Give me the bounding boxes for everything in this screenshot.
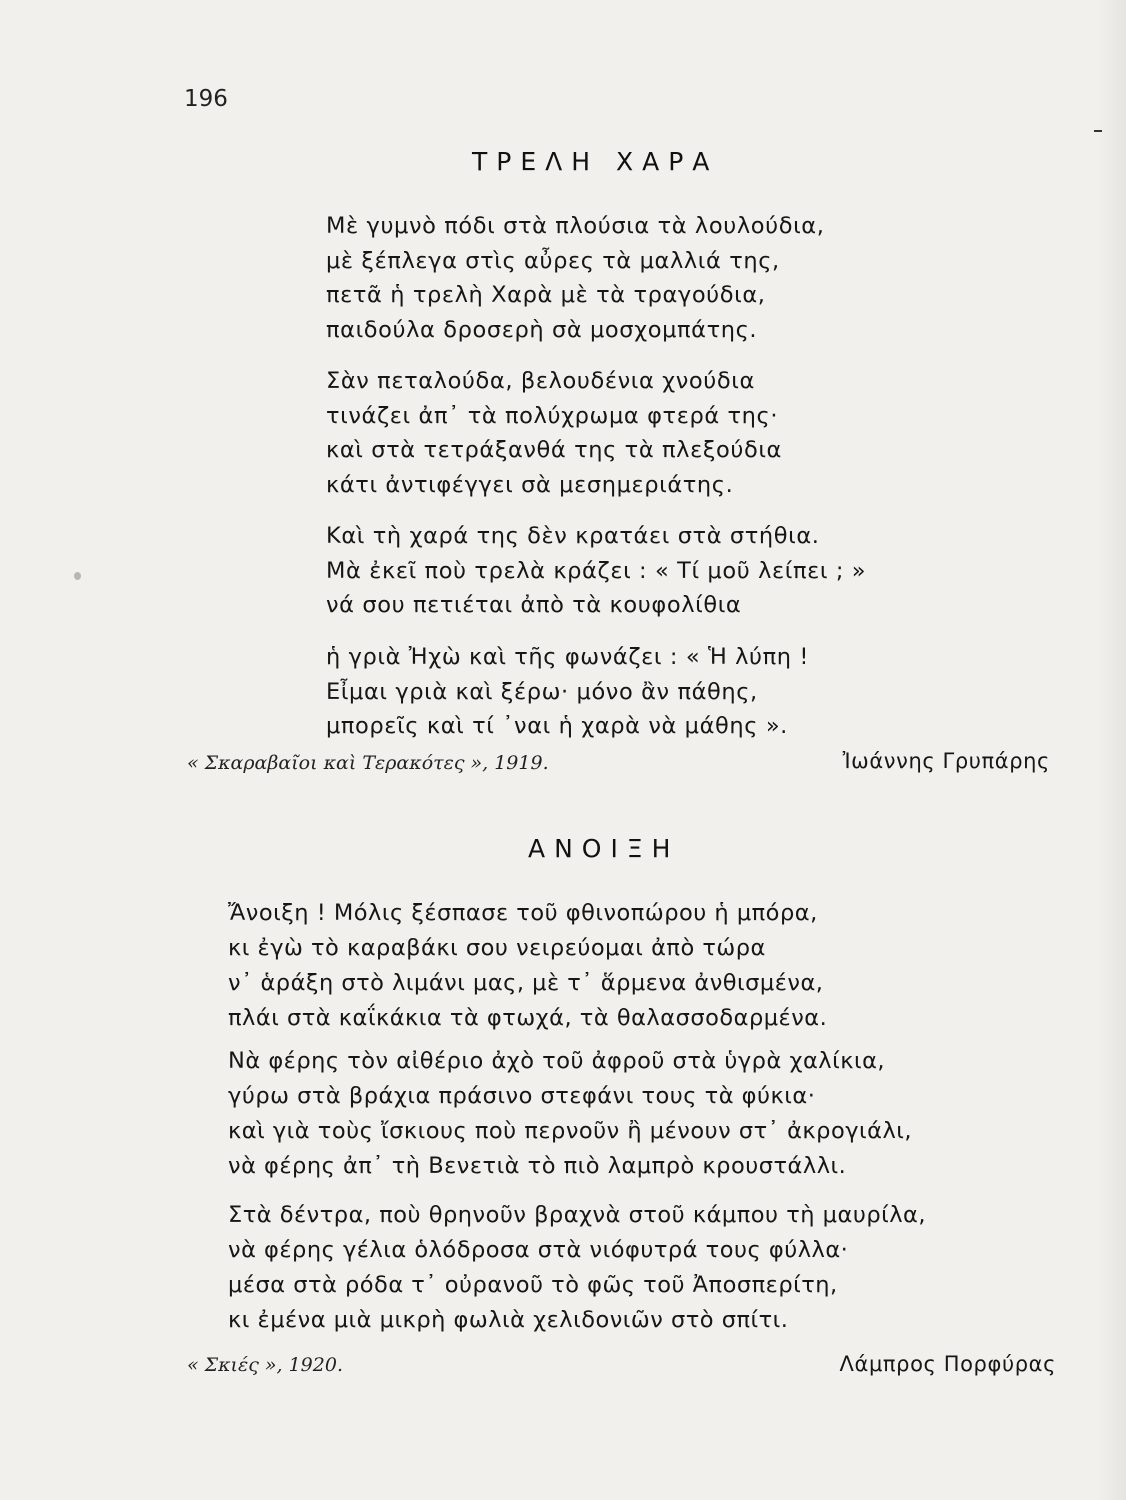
- verse-line: νὰ φέρης γέλια ὁλόδροσα στὰ νιόφυτρά τους φύλλα·: [228, 1237, 849, 1263]
- stanza: [228, 1198, 926, 1338]
- verse-line: νά σου πετιέται ἀπὸ τὰ κουφολίθια: [326, 592, 742, 618]
- verse-line: νὰ φέρης ἀπ᾽ τὴ Βενετιὰ τὸ πιὸ λαμπρὸ κρουστάλλι.: [228, 1153, 847, 1179]
- verse-line: κι ἐγὼ τὸ καραβάκι σου νειρεύομαι ἀπὸ τώρα: [228, 935, 766, 961]
- margin-mark: [1094, 130, 1102, 132]
- paper-speck: [74, 572, 81, 580]
- verse-line: τινάζει ἀπ᾽ τὰ πολύχρωμα φτερά της·: [326, 402, 779, 429]
- verse-line: γύρω στὰ βράχια πράσινο στεφάνι τους τὰ φύκια·: [228, 1083, 816, 1109]
- verse-line: Ἄνοιξη ! Μόλις ξέσπασε τοῦ φθινοπώρου ἡ μπόρα,: [228, 900, 818, 926]
- stanza: [228, 1044, 912, 1184]
- verse-line: Σὰν πεταλούδα, βελουδένια χνούδια: [326, 368, 755, 394]
- poem-source: « Σκαραβαῖοι καὶ Τερακότες », 1919.: [187, 752, 549, 774]
- verse-line: πετᾶ ἡ τρελὴ Χαρὰ μὲ τὰ τραγούδια,: [326, 282, 766, 308]
- poem-author: Ἰωάννης Γρυπάρης: [842, 749, 1050, 773]
- verse-line: Στὰ δέντρα, ποὺ θρηνοῦν βραχνὰ στοῦ κάμπου τὴ μαυρίλα,: [228, 1202, 927, 1228]
- poem-title: ΤΡΕΛΗ ΧΑΡΑ: [472, 147, 719, 176]
- verse-line: μπορεῖς καὶ τί ᾽ναι ἡ χαρὰ νὰ μάθης ».: [326, 713, 788, 739]
- page-number: 196: [184, 86, 228, 112]
- verse-line: ν᾽ ἁράξη στὸ λιμάνι μας, μὲ τ᾽ ἅρμενα ἀνθισμένα,: [228, 970, 824, 996]
- stanza: [326, 640, 809, 744]
- verse-line: καὶ στὰ τετράξανθά της τὰ πλεξούδια: [326, 437, 782, 463]
- verse-line: κάτι ἀντιφέγγει σὰ μεσημεριάτης.: [326, 471, 734, 498]
- page-edge-shadow: [1098, 0, 1126, 1500]
- stanza: [326, 209, 825, 347]
- poem-source: « Σκιές », 1920.: [187, 1354, 343, 1376]
- verse-line: κι ἐμένα μιὰ μικρὴ φωλιὰ χελιδονιῶν στὸ σπίτι.: [228, 1307, 789, 1333]
- verse-line: πλάι στὰ καΐκάκια τὰ φτωχά, τὰ θαλασσοδαρμένα.: [228, 1005, 828, 1031]
- verse-line: καὶ γιὰ τοὺς ἴσκιους ποὺ περνοῦν ἢ μένουν στ᾽ ἀκρογιάλι,: [228, 1118, 913, 1144]
- verse-line: Καὶ τὴ χαρά της δὲν κρατάει στὰ στήθια.: [326, 523, 820, 549]
- verse-line: Εἶμαι γριὰ καὶ ξέρω· μόνο ἂν πάθης,: [326, 678, 758, 705]
- stanza: [326, 364, 782, 502]
- verse-line: μέσα στὰ ρόδα τ᾽ οὐρανοῦ τὸ φῶς τοῦ Ἀποσπερίτη,: [228, 1272, 838, 1298]
- stanza: [228, 896, 827, 1036]
- verse-line: Μὲ γυμνὸ πόδι στὰ πλούσια τὰ λουλούδια,: [326, 213, 825, 239]
- stanza: [326, 519, 866, 623]
- poem-title: ΑΝΟΙΞΗ: [528, 834, 680, 863]
- poem-author: Λάμπρος Πορφύρας: [839, 1352, 1056, 1376]
- verse-line: Μὰ ἐκεῖ ποὺ τρελὰ κράζει : « Τί μοῦ λείπει ; »: [326, 557, 867, 584]
- verse-line: ἡ γριὰ Ἠχὼ καὶ τῆς φωνάζει : « Ἡ λύπη !: [326, 644, 810, 670]
- verse-line: παιδούλα δροσερὴ σὰ μοσχομπάτης.: [326, 316, 758, 343]
- verse-line: μὲ ξέπλεγα στὶς αὖρες τὰ μαλλιά της,: [326, 247, 780, 274]
- verse-line: Νὰ φέρης τὸν αἰθέριο ἀχὸ τοῦ ἀφροῦ στὰ ὑγρὰ χαλίκια,: [228, 1048, 886, 1074]
